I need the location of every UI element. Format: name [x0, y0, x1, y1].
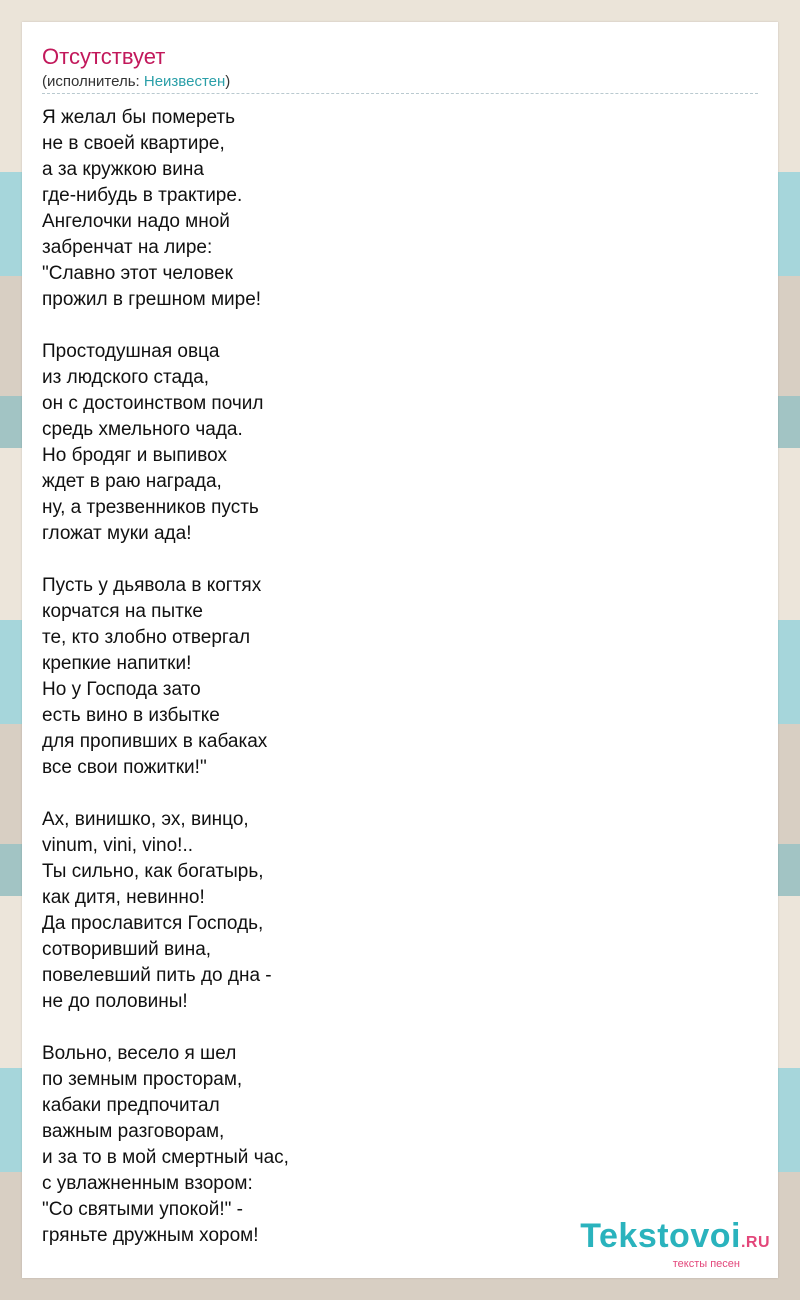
- lyrics-card: [22, 22, 778, 1278]
- logo-wordmark: [580, 1219, 770, 1260]
- lyric-line: повелевший пить до дна -: [42, 965, 272, 986]
- logo-name: Tekstovoi: [580, 1217, 741, 1255]
- lyric-line: важным разговорам,: [42, 1121, 225, 1142]
- lyric-line: для пропивших в кабаках: [42, 731, 268, 752]
- lyric-line: vinum, vini, vino!..: [42, 835, 193, 856]
- lyric-line: "Со святыми упокой!" -: [42, 1199, 243, 1220]
- lyric-line: корчатся на пытке: [42, 601, 203, 622]
- lyric-line: "Славно этот человек: [42, 263, 233, 284]
- lyric-line: есть вино в избытке: [42, 705, 220, 726]
- artist-prefix: (исполнитель:: [42, 73, 144, 90]
- lyric-line: из людского стада,: [42, 367, 210, 388]
- stanza: [42, 105, 289, 313]
- stanza: [42, 807, 289, 1015]
- artist-suffix: ): [225, 73, 231, 90]
- stanza: [42, 573, 289, 781]
- artist-line: [42, 73, 230, 91]
- lyric-line: не до половины!: [42, 991, 188, 1012]
- lyric-line: Но у Господа зато: [42, 679, 201, 700]
- lyric-line: Ангелочки надо мной: [42, 211, 230, 232]
- lyric-line: ну, а трезвенников пусть: [42, 497, 259, 518]
- lyric-line: забренчат на лире:: [42, 237, 213, 258]
- lyric-line: Вольно, весело я шел: [42, 1043, 237, 1064]
- lyric-line: по земным просторам,: [42, 1069, 243, 1090]
- lyric-line: не в своей квартире,: [42, 133, 225, 154]
- lyric-line: ждет в раю награда,: [42, 471, 222, 492]
- lyric-line: Ах, винишко, эх, винцо,: [42, 809, 249, 830]
- stanza: [42, 1041, 289, 1249]
- lyric-line: Пусть у дьявола в когтях: [42, 575, 262, 596]
- lyric-line: Ты сильно, как богатырь,: [42, 861, 264, 882]
- lyric-line: он с достоинством почил: [42, 393, 264, 414]
- lyric-line: все свои пожитки!": [42, 757, 207, 778]
- lyric-line: и за то в мой смертный час,: [42, 1147, 289, 1168]
- artist-link[interactable]: Неизвестен: [143, 73, 226, 90]
- logo-tagline: тексты песен: [672, 1258, 740, 1270]
- lyric-line: как дитя, невинно!: [42, 887, 205, 908]
- lyric-line: те, кто злобно отвергал: [42, 627, 251, 648]
- lyric-line: кабаки предпочитал: [42, 1095, 220, 1116]
- divider: [42, 93, 758, 94]
- lyric-line: Да прославится Господь,: [42, 913, 264, 934]
- lyric-line: где-нибудь в трактире.: [42, 185, 243, 206]
- logo-tld: .RU: [740, 1234, 770, 1251]
- lyric-line: с увлажненным взором:: [42, 1173, 253, 1194]
- lyric-line: Я желал бы помереть: [42, 107, 236, 128]
- lyric-line: Но бродяг и выпивох: [42, 445, 228, 466]
- lyrics-text: [42, 105, 289, 1275]
- lyric-line: прожил в грешном мире!: [42, 289, 262, 310]
- lyric-line: Простодушная овца: [42, 341, 220, 362]
- lyric-line: сотворивший вина,: [42, 939, 212, 960]
- lyric-line: гложат муки ада!: [42, 523, 192, 544]
- stanza: [42, 339, 289, 547]
- lyric-line: а за кружкою вина: [42, 159, 204, 180]
- site-logo[interactable]: [580, 1219, 770, 1270]
- lyric-line: средь хмельного чада.: [42, 419, 243, 440]
- lyric-line: крепкие напитки!: [42, 653, 192, 674]
- lyric-line: гряньте дружным хором!: [42, 1225, 259, 1246]
- song-title: Отсутствует: [42, 44, 166, 69]
